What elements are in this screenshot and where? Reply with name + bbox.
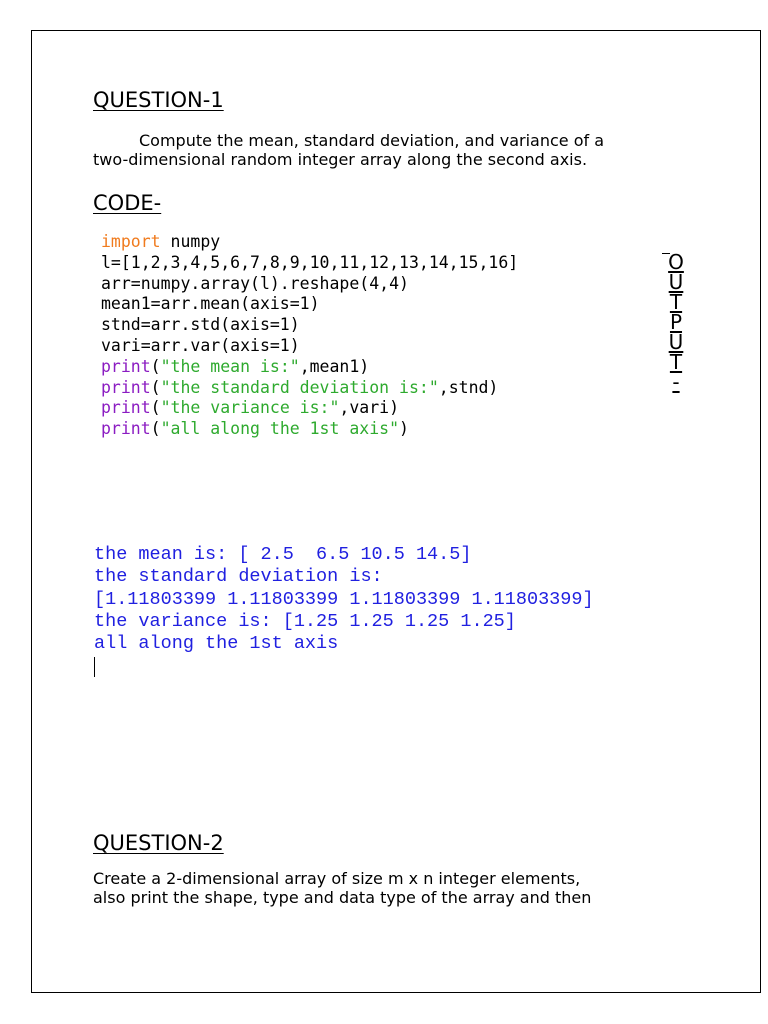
- program-output: [94, 544, 594, 655]
- question-1-heading: QUESTION-1: [93, 88, 224, 112]
- question-2-text-line1: Create a 2-dimensional array of size m x n integer elements,: [93, 869, 581, 888]
- output-letter: T: [669, 350, 683, 374]
- code-line-5: stnd=arr.std(axis=1): [101, 315, 300, 335]
- question-1-text-line2: two-dimensional random integer array along the second axis.: [93, 150, 588, 169]
- code-line-4: mean1=arr.mean(axis=1): [101, 294, 320, 314]
- code-print-3-fn: print: [101, 398, 151, 418]
- output-line-mean: the mean is: [ 2.5 6.5 10.5 14.5]: [94, 544, 472, 565]
- code-import-keyword: import: [101, 232, 161, 251]
- code-print-2-string: "the standard deviation is:": [160, 377, 439, 397]
- output-line-std-values: [1.11803399 1.11803399 1.11803399 1.11803399]: [94, 588, 594, 610]
- output-letter: -: [672, 370, 680, 394]
- code-print-4-rest: ): [399, 419, 409, 439]
- output-line-variance: the variance is: [1.25 1.25 1.25 1.25]: [94, 610, 516, 632]
- output-letter: T: [669, 290, 683, 314]
- code-print-4-string: "all along the 1st axis": [160, 419, 400, 439]
- code-print-3-string: "the variance is:": [160, 398, 340, 418]
- code-print-3-rest: ,vari): [339, 398, 400, 418]
- output-letter: P: [669, 310, 683, 334]
- output-letter: O: [668, 250, 684, 274]
- code-print-4-fn: print: [101, 419, 151, 439]
- code-print-1-fn: print: [101, 356, 151, 376]
- code-line-6: vari=arr.var(axis=1): [101, 335, 300, 355]
- question-2-heading: QUESTION-2: [93, 831, 224, 855]
- code-print-1-string: "the mean is:": [160, 356, 300, 376]
- code-heading: CODE-: [93, 191, 162, 215]
- output-line-std-label: the standard deviation is:: [94, 566, 383, 588]
- code-print-2-rest: ,stnd): [438, 377, 499, 397]
- code-import-rest: numpy: [160, 232, 221, 251]
- output-line-axis: all along the 1st axis: [94, 633, 339, 655]
- question-2-text: [93, 869, 591, 907]
- question-2-text-line2: also print the shape, type and data type of the array and then: [93, 888, 592, 907]
- question-1-text-line1: Compute the mean, standard deviation, and variance of a: [139, 131, 604, 150]
- code-block: import numpy l=[1,2,3,4,5,6,7,8,9,10,11,12,13,14,15,16] arr=numpy.array(l).reshape(4,4) mean1=arr.mean(axis=1) stnd=arr.std(axis=1) vari=arr.var(axis=1) print("the mean is:",mean1) print("the standard deviation is:",stnd) print("the variance is:",vari) print("all along the 1st axis"): [101, 232, 519, 439]
- code-print-2-fn: print: [101, 377, 151, 397]
- code-print-1-rest: ,mean1): [299, 356, 370, 376]
- output-letter: U: [668, 330, 684, 354]
- code-line-3: arr=numpy.array(l).reshape(4,4): [101, 273, 409, 293]
- text-cursor[interactable]: [94, 657, 95, 677]
- output-vertical-label: [663, 252, 689, 392]
- question-1-text: [93, 131, 604, 169]
- output-letter: U: [668, 270, 684, 294]
- code-line-2: l=[1,2,3,4,5,6,7,8,9,10,11,12,13,14,15,16]: [101, 252, 519, 272]
